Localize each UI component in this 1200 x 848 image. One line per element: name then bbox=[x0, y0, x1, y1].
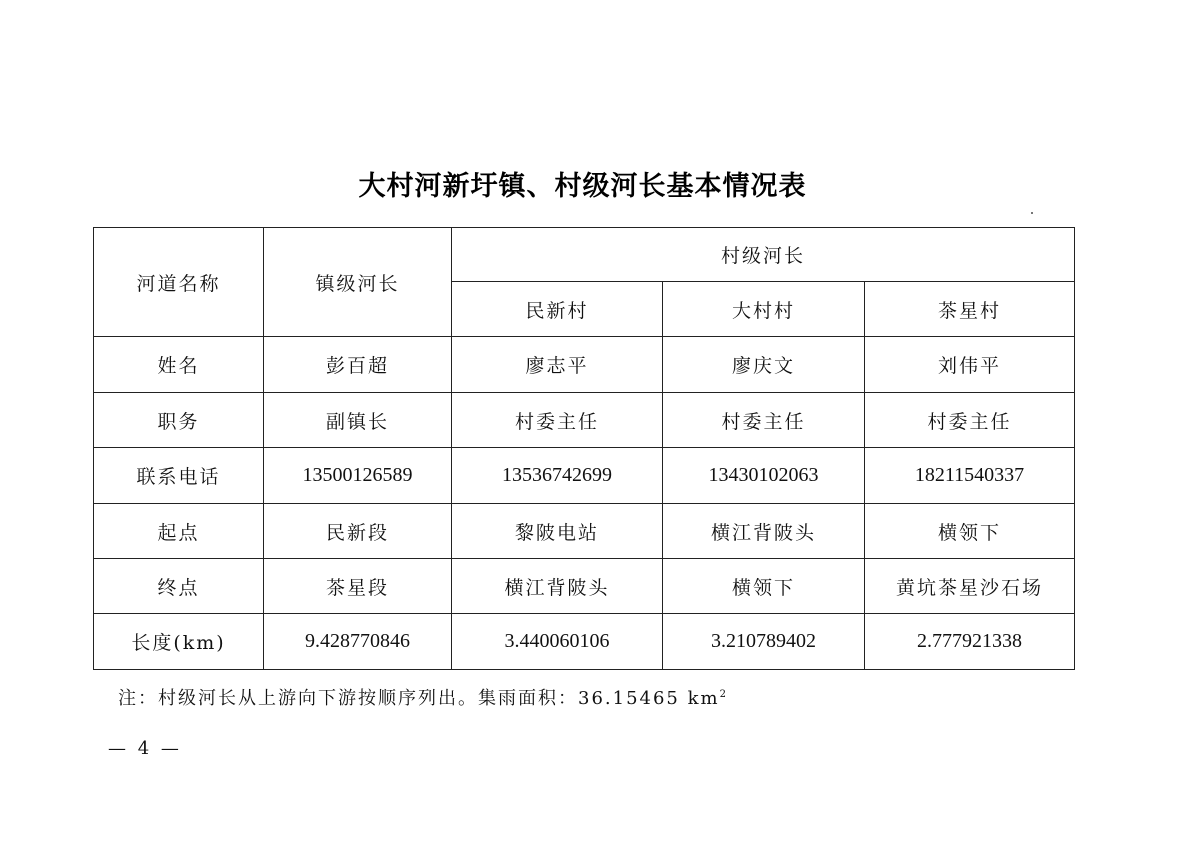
table-cell: 13430102063 bbox=[663, 448, 865, 504]
header-village-chief: 村级河长 bbox=[452, 228, 1075, 282]
table-footnote bbox=[118, 684, 726, 710]
table-row bbox=[94, 614, 1075, 670]
table-cell: 廖庆文 bbox=[663, 337, 865, 393]
row-label-length: 长度(km) bbox=[94, 614, 264, 670]
table-cell: 横江背陂头 bbox=[663, 504, 865, 559]
header-village-chaxing: 茶星村 bbox=[865, 282, 1075, 337]
header-village-dacun: 大村村 bbox=[663, 282, 865, 337]
table-cell: 副镇长 bbox=[264, 393, 452, 448]
header-town-chief: 镇级河长 bbox=[264, 228, 452, 337]
table-cell: 黎陂电站 bbox=[452, 504, 663, 559]
area-unit-superscript: 2 bbox=[719, 689, 726, 700]
header-river-name: 河道名称 bbox=[94, 228, 264, 337]
table-row bbox=[94, 448, 1075, 504]
table-cell: 刘伟平 bbox=[865, 337, 1075, 393]
table-cell: 黄坑茶星沙石场 bbox=[865, 559, 1075, 614]
row-label-start: 起点 bbox=[94, 504, 264, 559]
table-header-row-1 bbox=[94, 228, 1075, 282]
scan-speck bbox=[1031, 212, 1033, 214]
table-cell: 横领下 bbox=[865, 504, 1075, 559]
table-row bbox=[94, 559, 1075, 614]
row-label-position: 职务 bbox=[94, 393, 264, 448]
table-cell: 茶星段 bbox=[264, 559, 452, 614]
table-cell: 村委主任 bbox=[663, 393, 865, 448]
table-cell: 村委主任 bbox=[865, 393, 1075, 448]
table-cell: 3.440060106 bbox=[452, 614, 663, 670]
table-cell: 村委主任 bbox=[452, 393, 663, 448]
table-cell: 2.777921338 bbox=[865, 614, 1075, 670]
table-cell: 横领下 bbox=[663, 559, 865, 614]
table-cell: 民新段 bbox=[264, 504, 452, 559]
footnote-text: 注：村级河长从上游向下游按顺序列出。集雨面积：36.15465 km bbox=[118, 688, 720, 709]
table-cell: 3.210789402 bbox=[663, 614, 865, 670]
row-label-end: 终点 bbox=[94, 559, 264, 614]
row-label-name: 姓名 bbox=[94, 337, 264, 393]
table-cell: 18211540337 bbox=[865, 448, 1075, 504]
table-cell: 13536742699 bbox=[452, 448, 663, 504]
table-cell: 9.428770846 bbox=[264, 614, 452, 670]
page-number: — 4 — bbox=[108, 738, 182, 759]
table-cell: 13500126589 bbox=[264, 448, 452, 504]
table-cell: 横江背陂头 bbox=[452, 559, 663, 614]
table-cell: 彭百超 bbox=[264, 337, 452, 393]
table-row bbox=[94, 504, 1075, 559]
row-label-phone: 联系电话 bbox=[94, 448, 264, 504]
table-row bbox=[94, 337, 1075, 393]
table-row bbox=[94, 393, 1075, 448]
table-cell: 廖志平 bbox=[452, 337, 663, 393]
document-title: 大村河新圩镇、村级河长基本情况表 bbox=[358, 171, 807, 202]
header-village-minxin: 民新村 bbox=[452, 282, 663, 337]
river-chief-table bbox=[93, 227, 1075, 670]
